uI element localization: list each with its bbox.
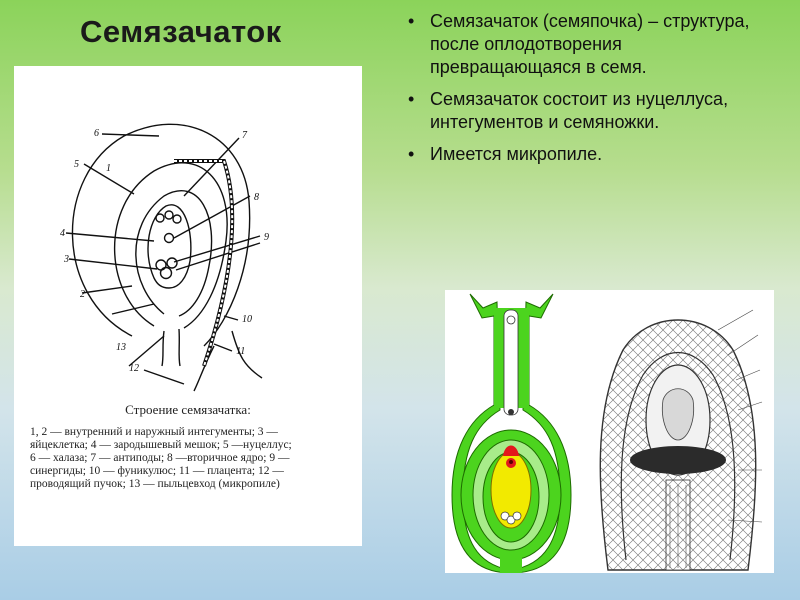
bullet-text: Семязачаток состоит из нуцеллуса, интегументов и семяножки.	[430, 89, 729, 132]
caption-line: 6 — халаза; 7 — антиподы; 8 —вторичное ядро; 9 —	[30, 452, 290, 464]
bullet-dot: •	[408, 89, 415, 109]
label-1: 1	[106, 163, 111, 174]
label-8: 8	[254, 192, 259, 203]
label-3: 3	[64, 254, 69, 265]
label-9: 9	[264, 232, 269, 243]
ovule-line-drawing	[14, 66, 362, 406]
ovule-structure-diagram	[14, 66, 362, 546]
label-4: 4	[60, 228, 65, 239]
ovule-micrograph	[578, 290, 774, 573]
caption-line: синергиды; 10 — фуникулюс; 11 — плацента; 12 —	[30, 465, 284, 477]
bullet-text: Имеется микропиле.	[430, 144, 603, 164]
bullet-item	[400, 10, 760, 79]
bullet-dot: •	[408, 144, 415, 164]
label-6: 6	[94, 128, 99, 139]
bullet-item	[400, 143, 760, 166]
caption-line: 1, 2 — внутренний и наружный интегументы; 3 —	[30, 426, 278, 438]
ovule-micrograph-drawing	[578, 290, 774, 573]
caption-line: проводящий пучок; 13 — пыльцевход (микропиле)	[30, 478, 280, 490]
diagram-caption-title: Строение семязачатка:	[125, 402, 251, 417]
colored-ovule-illustration	[445, 290, 578, 573]
label-5: 5	[74, 159, 79, 170]
bullet-list	[400, 10, 760, 175]
label-7: 7	[242, 130, 247, 141]
slide-title: Семязачаток	[80, 14, 282, 49]
bullet-text: Семязачаток (семяпочка) – структура, после оплодотворения превращающаяся в семя.	[430, 11, 750, 77]
label-11: 11	[236, 346, 246, 357]
colored-ovule-drawing	[445, 290, 578, 573]
caption-line: яйцеклетка; 4 — зародышевый мешок; 5 —нуцеллус;	[30, 439, 292, 451]
bullet-item	[400, 88, 760, 134]
label-13: 13	[116, 342, 126, 353]
diagram-caption	[30, 426, 350, 491]
label-2: 2	[80, 289, 85, 300]
label-12: 12	[129, 363, 139, 374]
label-10: 10	[242, 314, 252, 325]
bullet-dot: •	[408, 11, 415, 31]
